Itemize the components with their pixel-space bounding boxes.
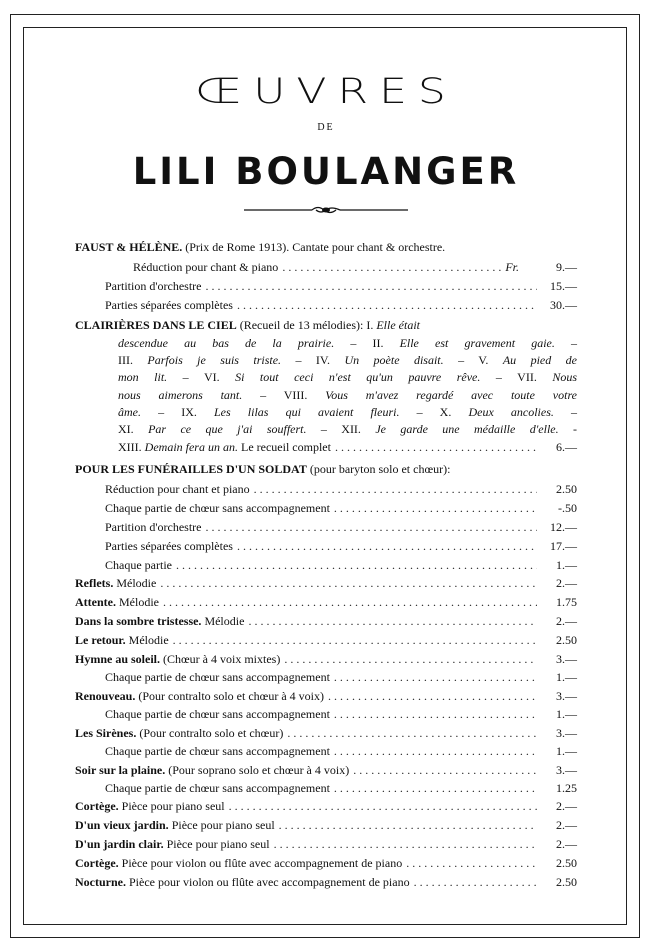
item-price: 2.50 xyxy=(556,633,577,648)
work-title: Cortège. xyxy=(75,856,119,871)
work-description: (Pour contralto solo et chœur à 4 voix) xyxy=(135,689,324,704)
item-price: 2.50 xyxy=(556,482,577,497)
song-title: Les lilas qui avaient fleuri. xyxy=(214,404,400,419)
item-price: 2.50 xyxy=(556,856,577,871)
song-title: Je garde une médaille d'elle. xyxy=(375,422,559,437)
list-item xyxy=(75,780,577,798)
song-title: Nous xyxy=(552,370,578,385)
work-description: (Pour contralto solo et chœur) xyxy=(136,725,284,740)
work-description: Pièce pour violon ou flûte avec accompagnement de piano xyxy=(118,856,403,871)
item-price: 15.— xyxy=(550,278,577,293)
work-entry xyxy=(75,687,577,706)
item-label: Réduction pour chant & piano xyxy=(133,260,279,274)
song-number: – IV. xyxy=(281,352,345,367)
song-title: Un poète disait. xyxy=(344,352,444,367)
work-description: Mélodie xyxy=(125,633,169,648)
song-title: âme. xyxy=(118,404,141,419)
item-price: 2.— xyxy=(556,576,577,591)
work-description: Mélodie xyxy=(113,576,157,591)
work-title: FAUST & HÉLÈNE. xyxy=(75,240,183,254)
list-item xyxy=(75,499,577,518)
work-entry xyxy=(75,574,577,593)
item-label: Chaque partie de chœur sans accompagnement xyxy=(105,501,330,516)
song-number: III. xyxy=(118,352,148,367)
item-label: Réduction pour chant et piano xyxy=(105,482,250,497)
work-entry xyxy=(75,612,577,631)
item-price: 1.25 xyxy=(556,780,577,795)
work-description: Pièce pour violon ou flûte avec accompagnement de piano xyxy=(126,875,410,890)
item-label: Le recueil complet xyxy=(237,440,331,455)
song-title: Demain fera un an. xyxy=(144,440,238,455)
work-description: (Pour soprano solo et chœur à 4 voix) xyxy=(165,762,350,777)
dot-leader xyxy=(160,574,537,593)
song-number: XIII. xyxy=(118,440,145,455)
work-title: D'un vieux jardin. xyxy=(75,818,169,833)
work-entry xyxy=(75,724,577,743)
song-number: XI. xyxy=(118,422,149,437)
item-label: Chaque partie de chœur sans accompagnement xyxy=(105,670,330,685)
item-price: 1.— xyxy=(556,557,577,572)
dot-leader xyxy=(334,780,537,798)
song-number: – VI. xyxy=(167,370,236,385)
currency-note: Fr. xyxy=(505,260,519,274)
work-entry xyxy=(75,631,577,650)
item-price: 3.— xyxy=(556,762,577,777)
work-description: (Recueil de 13 mélodies): I. xyxy=(236,318,377,333)
song-title: descendue au bas de la prairie. xyxy=(118,335,335,350)
item-label: Chaque partie de chœur sans accompagnement xyxy=(105,780,330,795)
item-label: Partition d'orchestre xyxy=(105,520,202,535)
works-list xyxy=(75,574,577,892)
work-entry-clairieres xyxy=(75,317,577,438)
song-title: mon lit. xyxy=(118,370,168,385)
work-title: CLAIRIÈRES DANS LE CIEL xyxy=(75,318,237,333)
work-title: D'un jardin clair. xyxy=(75,837,164,852)
song-number: – IX. xyxy=(141,404,214,419)
song-title: Deux ancolies. xyxy=(468,404,554,419)
dot-leader xyxy=(406,854,537,873)
list-item xyxy=(75,277,577,296)
list-item xyxy=(75,669,577,687)
list-item xyxy=(75,296,577,315)
song-title: Elle est gravement gaie. xyxy=(399,335,555,350)
dot-leader xyxy=(229,797,537,816)
item-price: 6.— xyxy=(556,440,577,455)
list-item xyxy=(75,537,577,556)
item-price: 30.— xyxy=(550,297,577,312)
work-entry xyxy=(75,650,577,669)
work-title: Hymne au soleil. xyxy=(75,652,161,667)
dot-leader xyxy=(279,816,537,835)
dot-leader xyxy=(205,518,537,537)
item-price: 3.— xyxy=(556,689,577,704)
list-item xyxy=(75,743,577,761)
dot-leader xyxy=(205,277,537,296)
dot-leader xyxy=(284,650,537,669)
item-price: 1.— xyxy=(556,670,577,685)
dot-leader xyxy=(334,669,537,687)
item-label: Parties séparées complètes xyxy=(105,297,233,312)
separator: - xyxy=(558,422,577,437)
dot-leader xyxy=(176,556,537,575)
song-number: – V. xyxy=(443,352,503,367)
work-description: Pièce pour piano seul xyxy=(163,837,270,852)
item-price: 2.— xyxy=(556,614,577,629)
item-price: 3.— xyxy=(556,725,577,740)
song-title: Parfois je suis triste. xyxy=(147,352,282,367)
work-entry xyxy=(75,873,577,892)
catalog-list xyxy=(75,238,577,892)
item-price: 1.75 xyxy=(556,595,577,610)
item-price: 2.50 xyxy=(556,875,577,890)
song-title: Vous m'avez regardé avec toute votre xyxy=(325,387,578,402)
work-entry xyxy=(75,816,577,835)
dot-leader xyxy=(334,499,537,518)
work-description: Mélodie xyxy=(115,595,159,610)
composer-name: LILI BOULANGER xyxy=(132,150,520,193)
item-label: Chaque partie de chœur sans accompagnement xyxy=(105,743,330,758)
work-heading-faust xyxy=(75,238,577,258)
item-price: 17.— xyxy=(550,538,577,553)
work-description: (pour baryton solo et chœur): xyxy=(306,462,451,477)
item-price: -.50 xyxy=(558,501,577,516)
song-title: Si tout ceci n'est qu'un pauvre rêve. xyxy=(235,370,481,385)
list-item xyxy=(75,706,577,724)
item-price: 9.— xyxy=(556,260,577,274)
title-preposition: DE xyxy=(317,122,335,133)
work-description: Pièce pour piano seul xyxy=(168,818,275,833)
item-price: 2.— xyxy=(556,837,577,852)
dot-leader xyxy=(287,724,537,743)
work-title: POUR LES FUNÉRAILLES D'UN SOLDAT xyxy=(75,462,307,477)
item-label: Parties séparées complètes xyxy=(105,538,233,553)
dot-leader xyxy=(274,835,537,854)
song-title: Par ce que j'ai souffert. xyxy=(148,422,307,437)
song-number: – II. xyxy=(334,335,400,350)
item-price: 2.— xyxy=(556,799,577,814)
dot-leader xyxy=(335,438,537,456)
item-price: 12.— xyxy=(550,520,577,535)
work-description: (Chœur à 4 voix mixtes) xyxy=(160,652,281,667)
item-label: Partition d'orchestre xyxy=(105,278,202,293)
page-title: ŒUVRES xyxy=(195,72,457,112)
item-price: 2.— xyxy=(556,818,577,833)
dot-leader xyxy=(353,761,537,780)
work-title: Reflets. xyxy=(75,576,114,591)
dot-leader xyxy=(334,706,537,724)
dot-leader xyxy=(237,296,537,315)
work-title: Le retour. xyxy=(75,633,126,648)
song-title: Elle était xyxy=(376,318,420,333)
work-entry xyxy=(75,835,577,854)
item-label: Chaque partie de chœur sans accompagnement xyxy=(105,707,330,722)
dot-leader xyxy=(237,537,537,556)
song-number: – XII. xyxy=(306,422,376,437)
dot-leader xyxy=(248,612,537,631)
separator: – xyxy=(554,335,577,350)
dot-leader xyxy=(334,743,537,761)
dot-leader xyxy=(163,593,537,612)
list-item xyxy=(75,518,577,537)
dot-leader xyxy=(282,258,501,277)
item-price: 1.— xyxy=(556,707,577,722)
work-description: Mélodie xyxy=(201,614,245,629)
dot-leader xyxy=(254,480,537,499)
work-title: Dans la sombre tristesse. xyxy=(75,614,202,629)
work-heading-funerailles xyxy=(75,460,577,480)
item-price: 1.— xyxy=(556,743,577,758)
list-item xyxy=(75,258,577,277)
dot-leader xyxy=(173,631,537,650)
ornament-divider xyxy=(244,203,408,217)
list-item xyxy=(75,556,577,575)
item-label: Chaque partie xyxy=(105,557,172,572)
separator: – xyxy=(553,404,578,419)
work-title: Renouveau. xyxy=(75,689,136,704)
work-title: Attente. xyxy=(75,595,116,610)
work-title: Nocturne. xyxy=(75,875,126,890)
work-entry xyxy=(75,593,577,612)
dot-leader xyxy=(328,687,537,706)
work-description: Pièce pour piano seul xyxy=(118,799,225,814)
work-entry xyxy=(75,797,577,816)
work-title: Soir sur la plaine. xyxy=(75,762,166,777)
item-price: 3.— xyxy=(556,652,577,667)
work-entry xyxy=(75,854,577,873)
song-title: Au pied de xyxy=(502,352,577,367)
work-entry xyxy=(75,761,577,780)
work-description: (Prix de Rome 1913). Cantate pour chant & orchestre. xyxy=(182,240,446,254)
dot-leader xyxy=(414,873,537,892)
song-number: – VIII. xyxy=(242,387,326,402)
work-title: Les Sirènes. xyxy=(75,725,137,740)
song-title: nous aimerons tant. xyxy=(118,387,243,402)
work-title: Cortège. xyxy=(75,799,119,814)
list-item xyxy=(75,438,577,456)
song-number: – X. xyxy=(399,404,469,419)
list-item xyxy=(75,480,577,499)
song-number: – VII. xyxy=(480,370,553,385)
